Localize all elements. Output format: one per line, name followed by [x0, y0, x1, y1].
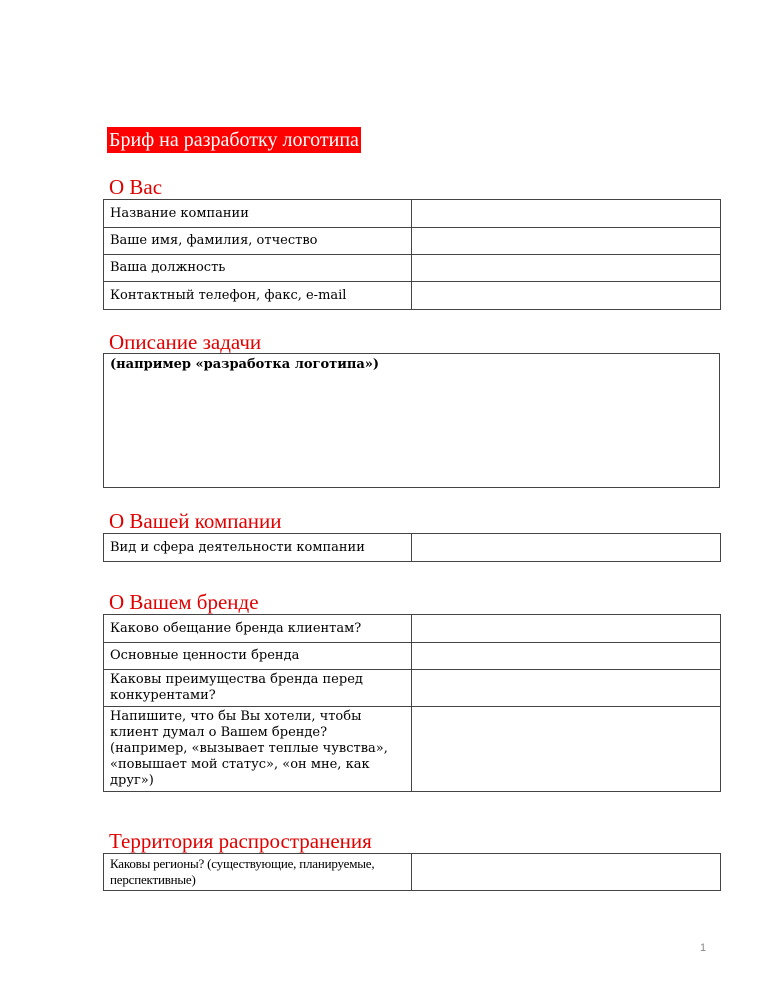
- territory-table: [103, 853, 721, 891]
- row-label: Напишите, что бы Вы хотели, чтобы клиент думал о Вашем бренде? (например, «вызывает теплые чувства», «повышает мой статус», «он мне, как друг»): [104, 707, 412, 792]
- document-title: Бриф на разработку логотипа: [109, 129, 359, 151]
- company-name-field[interactable]: [412, 200, 721, 228]
- row-label: Вид и сфера деятельности компании: [104, 534, 412, 562]
- page-number: 1: [700, 942, 707, 954]
- table-row: [104, 707, 721, 792]
- contact-field[interactable]: [412, 282, 721, 310]
- section-heading-brand: О Вашем бренде: [109, 590, 259, 614]
- business-field[interactable]: [412, 534, 721, 562]
- section-heading-task: Описание задачи: [109, 330, 262, 354]
- table-row: [104, 643, 721, 670]
- section-heading-about-you: О Вас: [109, 175, 163, 199]
- table-row: [104, 534, 721, 562]
- row-label: Название компании: [104, 200, 412, 228]
- table-row: [104, 282, 721, 310]
- full-name-field[interactable]: [412, 228, 721, 255]
- row-label: Каково обещание бренда клиентам?: [104, 615, 412, 643]
- brand-values-field[interactable]: [412, 643, 721, 670]
- table-row: [104, 854, 721, 891]
- about-you-table: [103, 199, 721, 310]
- task-description-field[interactable]: [103, 353, 720, 488]
- row-label: Каковы регионы? (существующие, планируемые, перспективные): [104, 854, 412, 891]
- row-label: Контактный телефон, факс, e-mail: [104, 282, 412, 310]
- table-row: [104, 255, 721, 282]
- task-hint: (например «разработка логотипа»): [110, 357, 380, 372]
- table-row: [104, 228, 721, 255]
- brand-table: [103, 614, 721, 792]
- row-label: Основные ценности бренда: [104, 643, 412, 670]
- brand-perception-field[interactable]: [412, 707, 721, 792]
- position-field[interactable]: [412, 255, 721, 282]
- row-label: Каковы преимущества бренда перед конкурентами?: [104, 670, 412, 707]
- company-table: [103, 533, 721, 562]
- row-label: Ваше имя, фамилия, отчество: [104, 228, 412, 255]
- table-row: [104, 670, 721, 707]
- table-row: [104, 615, 721, 643]
- brand-promise-field[interactable]: [412, 615, 721, 643]
- table-row: [104, 200, 721, 228]
- brand-advantages-field[interactable]: [412, 670, 721, 707]
- section-heading-company: О Вашей компании: [109, 509, 282, 533]
- row-label: Ваша должность: [104, 255, 412, 282]
- section-heading-territory: Территория распространения: [109, 829, 372, 853]
- regions-field[interactable]: [412, 854, 721, 891]
